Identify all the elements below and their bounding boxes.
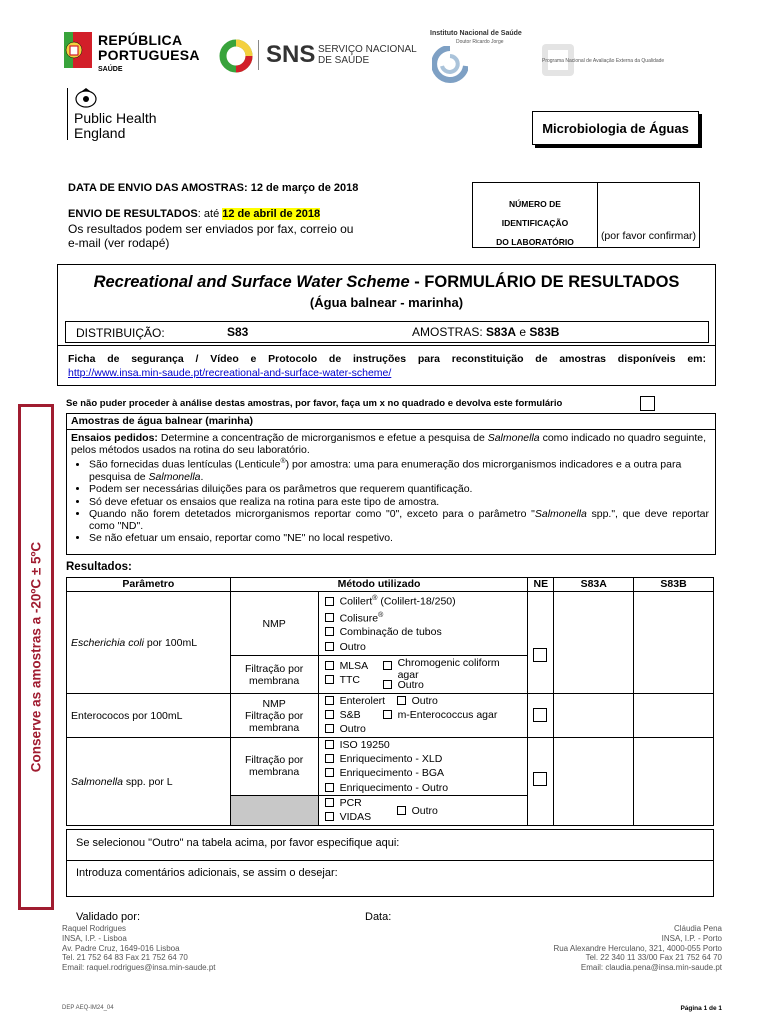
- entero-filtracao-line2: membrana: [249, 721, 300, 734]
- ecoli-param: [67, 592, 231, 694]
- bullet4-sal: Salmonella: [534, 507, 587, 520]
- checkbox[interactable]: [325, 661, 334, 670]
- instructions-title: Amostras de água balnear (marinha): [71, 415, 254, 427]
- phe-line1: Public Health: [74, 110, 157, 126]
- sns-line1: SERVIÇO NACIONAL: [318, 44, 417, 55]
- checkbox[interactable]: [325, 696, 334, 705]
- method-option[interactable]: [383, 708, 498, 722]
- entero-nmp: NMP: [262, 697, 286, 710]
- checkbox[interactable]: [383, 710, 392, 719]
- m-entero-label: m-Enterococcus agar: [397, 709, 498, 721]
- checkbox[interactable]: [397, 806, 406, 815]
- lab-id-box: [472, 182, 700, 248]
- outro-label: Outro: [397, 679, 424, 691]
- colisure-label: Colisure: [339, 612, 379, 625]
- enr-bga-label: Enriquecimento - BGA: [339, 767, 445, 780]
- distribution-box: [65, 321, 709, 343]
- amostra-a: S83A: [486, 325, 517, 339]
- results-table: [66, 577, 714, 826]
- instructions-list: [71, 456, 709, 544]
- iso-label: ISO 19250: [339, 739, 390, 751]
- method-option[interactable]: [319, 738, 528, 752]
- gray-cell: [230, 796, 318, 826]
- ttc-label: TTC: [339, 674, 360, 687]
- ecoli-filtracao-methods: [318, 656, 528, 694]
- entero-ne-cell: [528, 694, 554, 738]
- instruction-bullet: • Se não efetuar um ensaio, reportar como "NE" no local respetivo.: [89, 532, 709, 544]
- outro-label: Outro: [411, 805, 438, 817]
- header-s83a: S83A: [554, 578, 634, 592]
- entero-param: Enterococos por 100mL: [67, 694, 231, 738]
- instruction-bullet: [89, 456, 709, 483]
- page-number: Página 1 de 1: [680, 1005, 722, 1012]
- outro-label: Outro: [339, 723, 366, 736]
- header-ne: NE: [528, 578, 554, 592]
- colisure-sup: ®: [378, 611, 384, 619]
- method-option[interactable]: [319, 592, 528, 609]
- ensaios-text2: como indicado no quadro seguinte, pelos métodos usados na rotina do seu laboratório.: [71, 432, 707, 457]
- ecoli-ne-checkbox[interactable]: [533, 648, 547, 662]
- envio-label: DATA DE ENVIO DAS AMOSTRAS: [68, 182, 245, 194]
- phe-line2: England: [74, 125, 126, 141]
- salm-s83a-input[interactable]: [554, 738, 634, 826]
- form-subtitle: (Água balnear - marinha): [309, 295, 464, 310]
- distribuicao-label: DISTRIBUIÇÃO:: [76, 326, 165, 340]
- instruction-bullet: [89, 508, 709, 532]
- sns-line2: DE SAÚDE: [318, 55, 370, 66]
- lab-line3: DO LABORATÓRIO: [496, 237, 574, 247]
- bullet1-sup: ®: [280, 458, 286, 466]
- salm-param: [67, 738, 231, 826]
- method-option[interactable]: [319, 625, 528, 639]
- footer-left-line: Av. Padre Cruz, 1649-016 Lisboa: [62, 943, 180, 953]
- salm-methods: [318, 738, 528, 796]
- method-option[interactable]: [319, 722, 528, 736]
- entero-methods: [318, 694, 528, 738]
- method-option[interactable]: [397, 804, 438, 818]
- method-option[interactable]: [319, 766, 528, 780]
- sb-label: S&B: [339, 709, 361, 722]
- storage-side-label: Conserve as amostras a -20ºC ± 5ºC: [28, 541, 44, 773]
- salm-filtracao-line1: Filtração por: [244, 754, 304, 766]
- header-method: Método utilizado: [230, 578, 528, 592]
- amostras-line: [412, 325, 559, 339]
- footer-right-line: INSA, I.P. - Porto: [661, 933, 722, 943]
- instruction-bullet: • Só deve efetuar os ensaios que realiza na rotina para este tipo de amostra.: [89, 496, 709, 508]
- envio-line: [68, 182, 358, 194]
- salm-name: Salmonella: [71, 775, 123, 788]
- peaq-text: Programa Nacional de Avaliação Externa da Qualidade: [542, 58, 665, 64]
- footer-left-line: Email: raquel.rodrigues@insa.min-saude.pt: [62, 963, 216, 973]
- checkbox[interactable]: [325, 710, 334, 719]
- cannot-process-text: Se não puder proceder à análise destas amostras, por favor, faça um x no quadrado e devolva este formulário: [66, 398, 563, 409]
- safety-text: Ficha de segurança / Vídeo e Protocolo de instruções para reconstituição de amostras disponíveis em:: [68, 353, 706, 365]
- colilert-label: Colilert: [339, 595, 373, 608]
- rp-line2: PORTUGUESA: [98, 47, 200, 63]
- salm-unit: spp. por L: [122, 775, 173, 788]
- method-option[interactable]: [319, 609, 528, 626]
- footer-right-line: Email: claudia.pena@insa.min-saude.pt: [580, 963, 722, 973]
- form-title-italic: Recreational and Surface Water Scheme: [93, 273, 410, 291]
- instruction-bullet: • Podem ser necessárias diluições para os parâmetros que requerem quantificação.: [89, 483, 709, 495]
- filtracao-line1: Filtração por: [244, 662, 304, 675]
- resultados-date: 12 de abril de 2018: [222, 208, 321, 220]
- salm-methods-2: [318, 796, 528, 826]
- footer-left-line: Raquel Rodrigues: [62, 924, 127, 933]
- form-title: [58, 273, 715, 292]
- ecoli-unit: por 100mL: [143, 636, 198, 649]
- comments-label: Introduza comentários adicionais, se assim o desejar:: [76, 867, 338, 879]
- envio-value: : 12 de março de 2018: [244, 182, 359, 194]
- entero-s83b-input[interactable]: [634, 694, 714, 738]
- colilert-rest: (Colilert-18/250): [377, 595, 456, 608]
- bullet1-sal: Salmonella: [148, 471, 201, 484]
- outro-label: Outro: [339, 640, 366, 653]
- insa-line2: Doutor Ricardo Jorge: [456, 39, 504, 45]
- checkbox[interactable]: [325, 783, 334, 792]
- safety-box: [57, 346, 716, 386]
- ecoli-s83b-input[interactable]: [634, 592, 714, 694]
- ecoli-nmp-methods: [318, 592, 528, 656]
- entero-filtracao-line1: Filtração por: [244, 709, 304, 722]
- distribuicao-value: S83: [227, 325, 249, 339]
- method-option[interactable]: [319, 640, 528, 654]
- sns-text: SNS: [266, 41, 316, 68]
- resultados-prefix: : até: [197, 208, 223, 220]
- bullet1-a: São fornecidas duas lentículas (Lenticule: [89, 458, 281, 471]
- colilert-sup: ®: [372, 595, 378, 602]
- outro-specify-box[interactable]: [66, 829, 714, 861]
- entero-s83a-input[interactable]: [554, 694, 634, 738]
- checkbox[interactable]: [397, 696, 406, 705]
- ecoli-name: Escherichia coli: [71, 636, 144, 649]
- comments-box[interactable]: [66, 861, 714, 897]
- coat-of-arms-icon: [64, 32, 92, 68]
- title-box: [57, 264, 716, 346]
- section-title: Microbiologia de Águas: [542, 121, 689, 136]
- checkbox[interactable]: [383, 680, 392, 689]
- salm-ne-checkbox[interactable]: [533, 772, 547, 786]
- resultados-note1: Os resultados podem ser enviados por fax, correio ou: [68, 222, 354, 236]
- amostra-b: S83B: [529, 325, 560, 339]
- ecoli-filtracao: [230, 656, 318, 694]
- entero-method-type: [230, 694, 318, 738]
- ecoli-s83a-input[interactable]: [554, 592, 634, 694]
- method-option[interactable]: [397, 694, 438, 708]
- footer-right-line: Tel. 22 340 11 33/00 Fax 21 752 64 70: [585, 953, 722, 963]
- ensaios-para: [71, 432, 709, 456]
- salm-filtracao: [230, 738, 318, 796]
- enterolert-label: Enterolert: [339, 695, 386, 707]
- method-option[interactable]: [319, 781, 528, 795]
- chromogenic-line1: Chromogenic coliform: [397, 657, 500, 669]
- enr-xld-label: Enriquecimento - XLD: [339, 753, 443, 766]
- ecoli-nmp: NMP: [230, 592, 318, 656]
- footer-right-line: Cláudia Pena: [673, 924, 722, 933]
- vidas-label: VIDAS: [339, 811, 372, 824]
- confirm-note: (por favor confirmar): [600, 230, 697, 242]
- checkbox[interactable]: [325, 724, 334, 733]
- insa-line1: Instituto Nacional de Saúde: [430, 30, 522, 37]
- enr-outro-label: Enriquecimento - Outro: [339, 781, 449, 794]
- peaq-logo: [538, 40, 718, 80]
- doc-code: DEP AEQ-IM24_04: [62, 1005, 114, 1011]
- footer-left-line: INSA, I.P. - Lisboa: [62, 933, 127, 943]
- amostra-sep: e: [516, 325, 530, 339]
- instructions-body: [71, 432, 709, 544]
- outro-label: Outro: [411, 695, 438, 707]
- combinacao-label: Combinação de tubos: [339, 626, 442, 639]
- sns-logo: [218, 38, 418, 78]
- entero-ne-checkbox[interactable]: [533, 708, 547, 722]
- royal-crest-icon: [74, 88, 98, 108]
- checkbox[interactable]: [325, 754, 334, 763]
- validado-label: Validado por:: [76, 911, 141, 923]
- bullet4-b: spp.", que deve reportar como "ND".: [89, 507, 710, 532]
- cannot-process-checkbox[interactable]: [640, 396, 655, 411]
- salm-s83b-input[interactable]: [634, 738, 714, 826]
- checkbox[interactable]: [325, 613, 334, 622]
- amostras-label: AMOSTRAS:: [412, 325, 487, 339]
- checkbox[interactable]: [325, 768, 334, 777]
- results-label: Resultados:: [66, 561, 132, 573]
- checkbox[interactable]: [325, 812, 334, 821]
- form-title-rest: - FORMULÁRIO DE RESULTADOS: [409, 273, 680, 291]
- insa-swirl-icon: [432, 46, 468, 84]
- sns-ring-icon: [218, 38, 254, 74]
- checkbox[interactable]: [325, 798, 334, 807]
- checkbox[interactable]: [325, 597, 334, 606]
- salm-ne-cell: [528, 738, 554, 826]
- header-param: Parâmetro: [67, 578, 231, 592]
- header-s83b: S83B: [634, 578, 714, 592]
- rp-line1: REPÚBLICA: [98, 32, 183, 48]
- data-label: Data:: [365, 911, 392, 923]
- footer-left-line: Tel. 21 752 64 83 Fax 21 752 64 70: [62, 953, 188, 963]
- ensaios-text1: Determine a concentração de microrganismos e efetue a pesquisa de: [157, 432, 488, 444]
- republica-portuguesa-logo: [62, 30, 202, 80]
- section-box: [532, 111, 699, 145]
- instructions-box: [66, 413, 716, 555]
- bullet1-end: .: [200, 471, 204, 484]
- outro-note: Se selecionou "Outro" na tabela acima, por favor especifique aqui:: [76, 837, 400, 849]
- phe-logo: [62, 88, 202, 140]
- method-option[interactable]: [319, 752, 528, 766]
- checkbox[interactable]: [325, 740, 334, 749]
- mlsa-label: MLSA: [339, 660, 369, 672]
- lab-id-input[interactable]: [598, 183, 699, 227]
- ensaios-salmonella: Salmonella: [487, 432, 540, 444]
- ecoli-ne-cell: [528, 592, 554, 694]
- insa-logo: [430, 30, 530, 86]
- bullet4-a: Quando não forem detetados microrganismos reportar como "0", exceto para o parâmetro ": [89, 507, 535, 520]
- ensaios-label: Ensaios pedidos:: [71, 432, 158, 444]
- method-option[interactable]: [383, 678, 424, 692]
- footer-right: [462, 924, 722, 973]
- filtracao-line2: membrana: [249, 674, 300, 687]
- checkbox[interactable]: [383, 661, 392, 670]
- safety-link[interactable]: http://www.insa.min-saude.pt/recreational-and-surface-water-scheme/: [68, 367, 392, 379]
- resultados-label: ENVIO DE RESULTADOS: [68, 208, 198, 220]
- pcr-label: PCR: [339, 797, 362, 809]
- lab-line2: IDENTIFICAÇÃO: [501, 218, 569, 228]
- rp-line3: SAÚDE: [98, 66, 123, 73]
- footer-right-line: Rua Alexandre Herculano, 321, 4000-055 Porto: [553, 943, 722, 953]
- footer-left: [62, 924, 322, 973]
- resultados-line: [68, 208, 320, 220]
- checkbox[interactable]: [325, 627, 334, 636]
- lab-line1: NÚMERO DE: [509, 199, 561, 209]
- checkbox[interactable]: [325, 675, 334, 684]
- salm-filtracao-line2: membrana: [249, 766, 300, 778]
- chromogenic-line2: agar: [397, 668, 419, 681]
- checkbox[interactable]: [325, 642, 334, 651]
- resultados-note2: e-mail (ver rodapé): [68, 236, 170, 250]
- bullet1-b: ) por amostra: uma para enumeração dos microrganismos indicadores e a outra para pesquisa de: [89, 458, 682, 484]
